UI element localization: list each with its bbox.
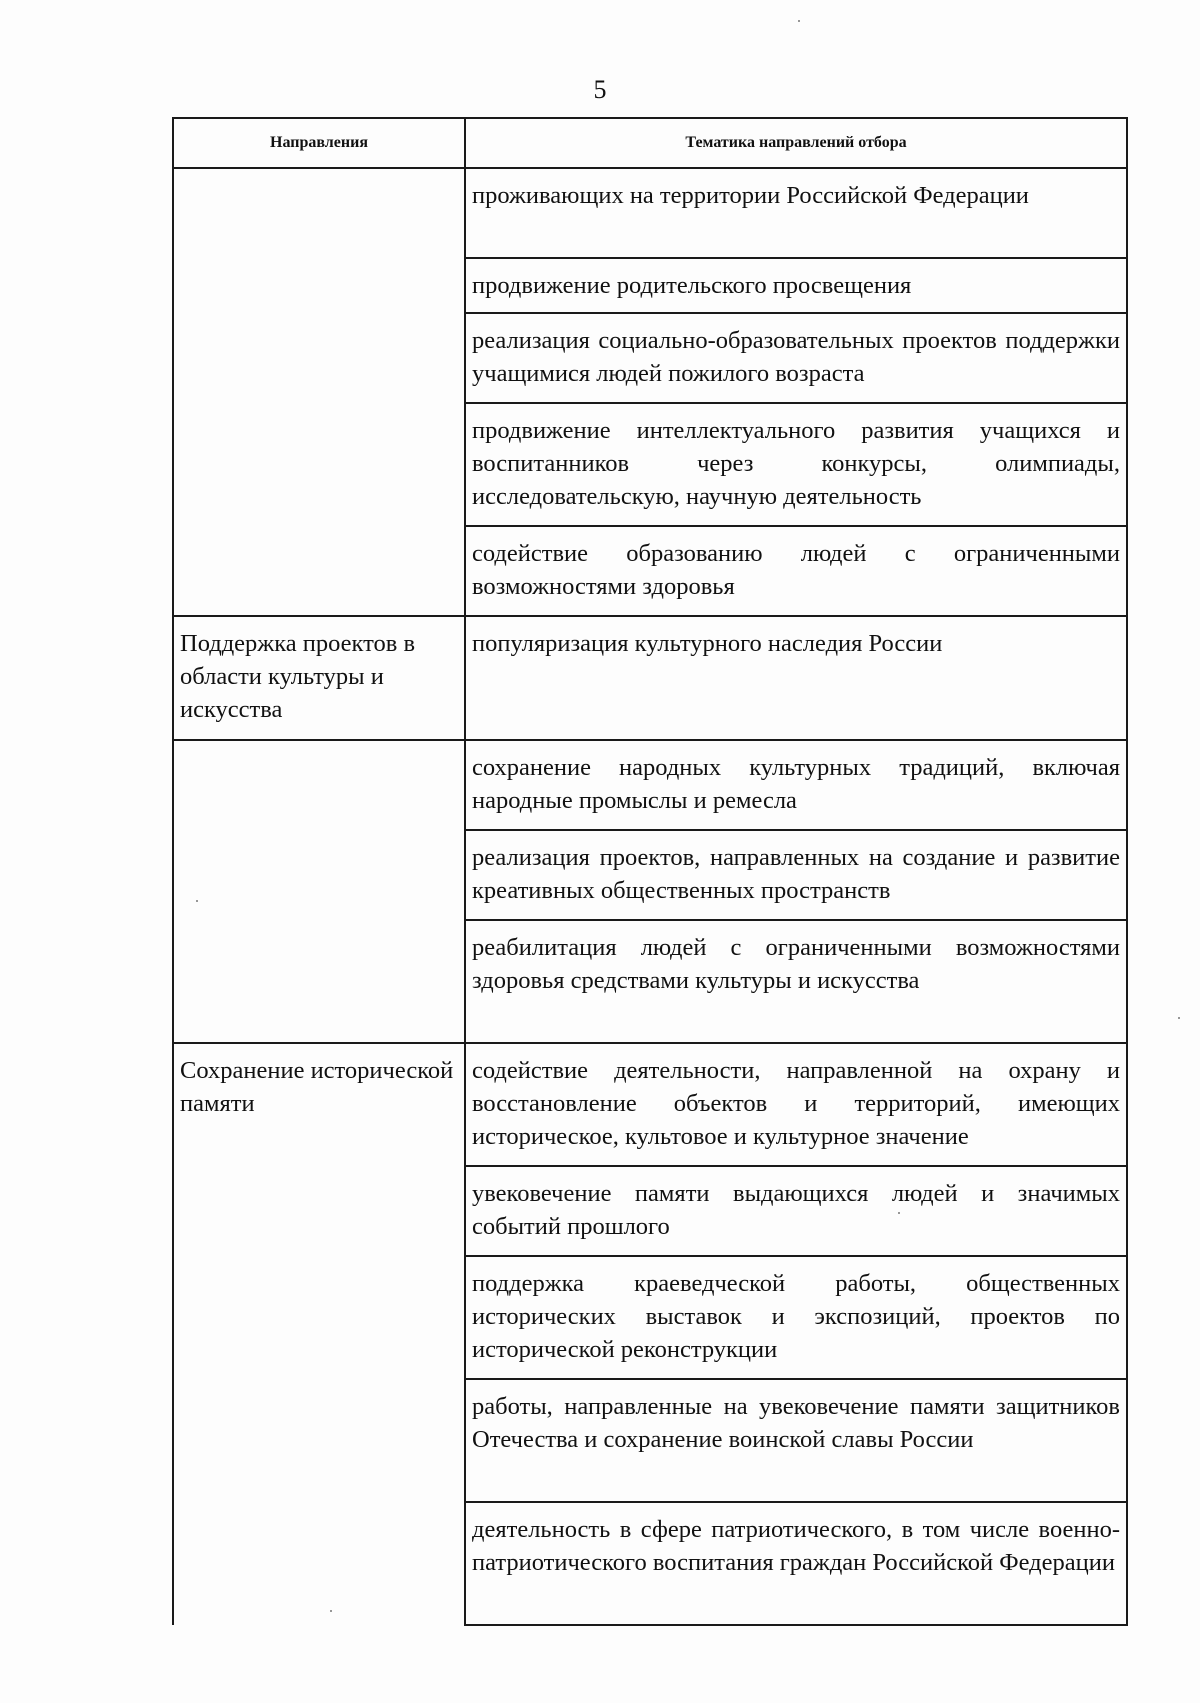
scan-speck (1178, 1017, 1180, 1019)
direction-cell-culture: Поддержка проектов в области культуры и искусства (173, 616, 465, 740)
topic-cell: реализация социально-образовательных проектов поддержки учащимися людей пожилого возраста (465, 313, 1127, 403)
table-header-row (173, 118, 1127, 168)
topic-cell: популяризация культурного наследия России (465, 616, 1127, 740)
scan-speck (330, 1610, 332, 1612)
topic-cell: реализация проектов, направленных на создание и развитие креативных общественных пространств (465, 830, 1127, 920)
topic-cell: увековечение памяти выдающихся людей и значимых событий прошлого (465, 1166, 1127, 1256)
direction-cell-empty (173, 168, 465, 616)
page-number: 5 (593, 75, 607, 104)
topic-cell: работы, направленные на увековечение памяти защитников Отечества и сохранение воинской славы России (465, 1379, 1127, 1502)
topic-cell: продвижение интеллектуального развития учащихся и воспитанников через конкурсы, олимпиады, исследовательскую, научную деятельность (465, 403, 1127, 526)
table-row (173, 740, 1127, 830)
topic-cell: продвижение родительского просвещения (465, 258, 1127, 313)
scan-speck (196, 900, 198, 902)
scan-speck (798, 20, 800, 22)
topic-cell: содействие образованию людей с ограниченными возможностями здоровья (465, 526, 1127, 616)
direction-cell-empty (173, 740, 465, 1043)
topic-cell: деятельность в сфере патриотического, в том числе военно-патриотического воспитания граждан Российской Федерации (465, 1502, 1127, 1625)
topic-cell: содействие деятельности, направленной на охрану и восстановление объектов и территорий, имеющих историческое, культовое и культурное значение (465, 1043, 1127, 1166)
directions-table (172, 117, 1128, 1626)
scan-speck (898, 1212, 900, 1214)
direction-cell-history: Сохранение исторической памяти (173, 1043, 465, 1625)
topic-cell: реабилитация людей с ограниченными возможностями здоровья средствами культуры и искусства (465, 920, 1127, 1043)
table-row (173, 616, 1127, 740)
topic-cell: сохранение народных культурных традиций, включая народные промыслы и ремесла (465, 740, 1127, 830)
header-topics: Тематика направлений отбора (465, 118, 1127, 168)
table-row (173, 168, 1127, 258)
header-directions: Направления (173, 118, 465, 168)
topic-cell: проживающих на территории Российской Федерации (465, 168, 1127, 258)
table-row (173, 1043, 1127, 1166)
topic-cell: поддержка краеведческой работы, общественных исторических выставок и экспозиций, проектов по исторической реконструкции (465, 1256, 1127, 1379)
